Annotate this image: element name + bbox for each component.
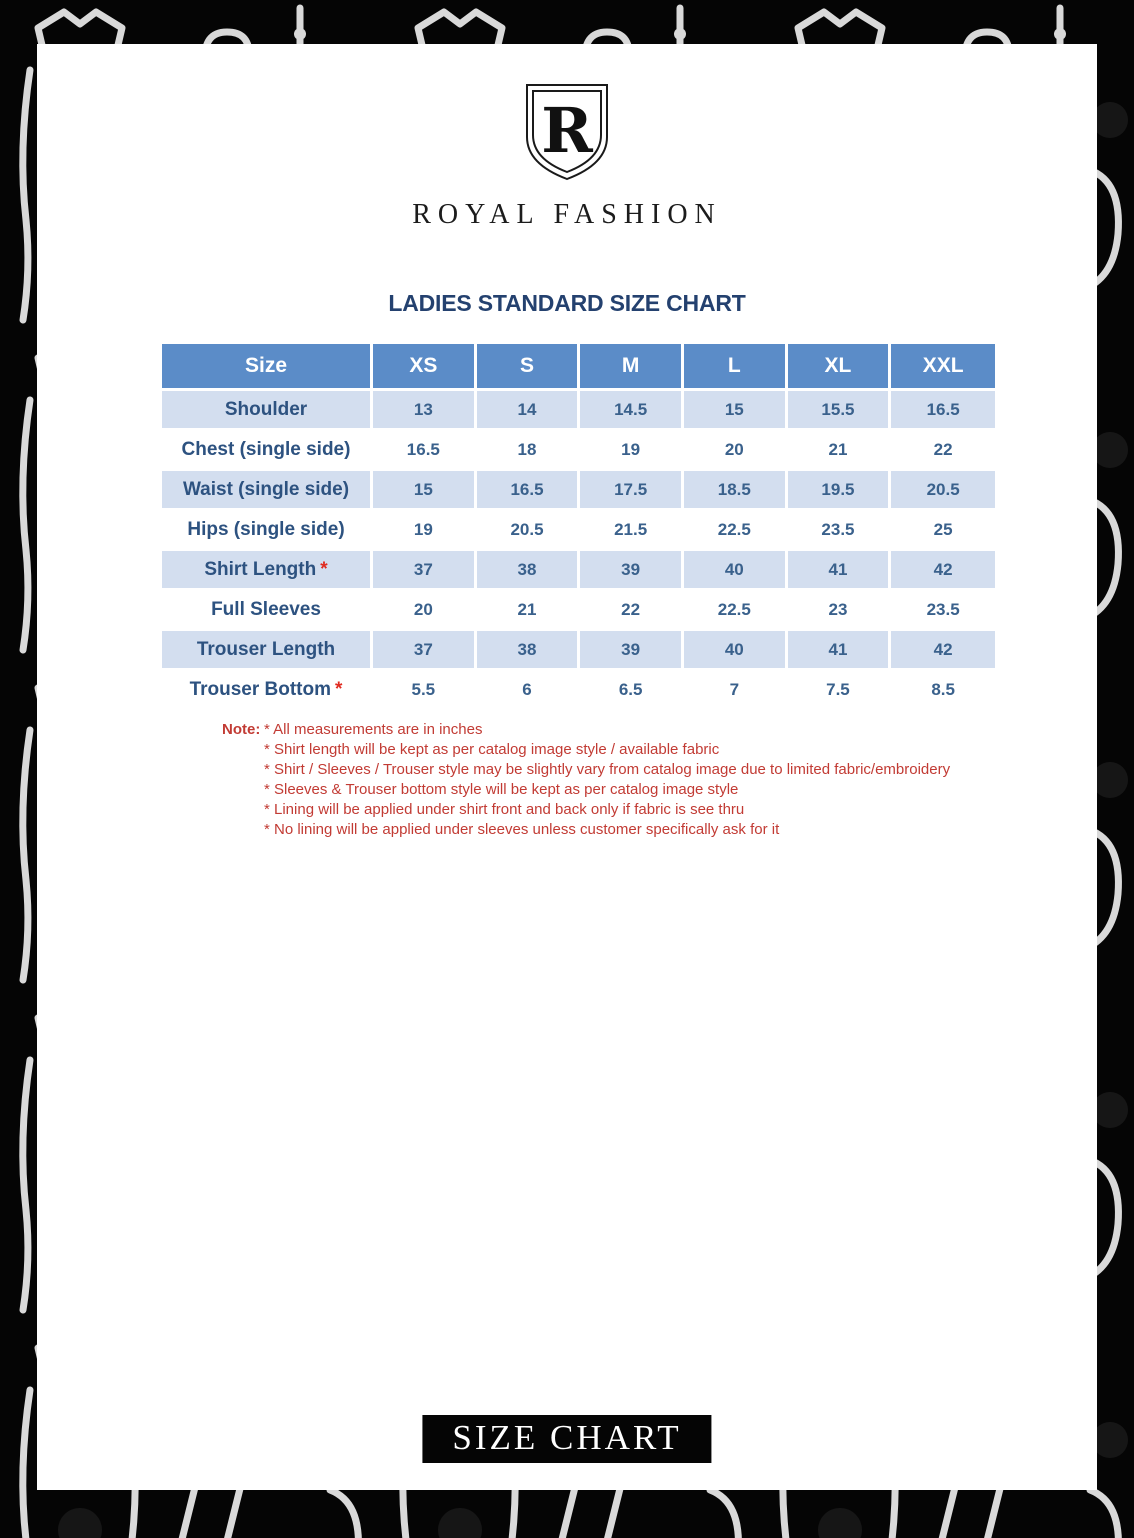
measurement-value: 41	[788, 548, 892, 588]
measurement-value: 20	[684, 428, 788, 468]
measurement-value: 42	[891, 548, 995, 588]
measurement-value: 19	[373, 508, 477, 548]
asterisk-marker: *	[320, 558, 328, 580]
measurement-value: 16.5	[891, 388, 995, 428]
table-row	[162, 428, 995, 468]
measurement-value: 8.5	[891, 668, 995, 708]
measurement-value: 19	[580, 428, 684, 468]
measurement-value: 20.5	[477, 508, 581, 548]
brand-name: ROYAL FASHION	[412, 199, 722, 230]
table-row	[162, 628, 995, 668]
measurement-value: 6.5	[580, 668, 684, 708]
measurement-value: 22.5	[684, 508, 788, 548]
measurement-value: 23.5	[891, 588, 995, 628]
column-header-size: Size	[162, 344, 373, 388]
table-row	[162, 388, 995, 428]
measurement-value: 19.5	[788, 468, 892, 508]
measurement-value: 15.5	[788, 388, 892, 428]
measurement-label: Chest (single side)	[162, 428, 373, 468]
column-header-xxl: XXL	[891, 344, 995, 388]
asterisk-marker: *	[335, 678, 343, 700]
measurement-value: 22	[891, 428, 995, 468]
column-header-m: M	[580, 344, 684, 388]
table-row	[162, 468, 995, 508]
measurement-value: 40	[684, 628, 788, 668]
table-row	[162, 548, 995, 588]
measurement-value: 17.5	[580, 468, 684, 508]
measurement-value: 18.5	[684, 468, 788, 508]
measurement-value: 22.5	[684, 588, 788, 628]
measurement-value: 18	[477, 428, 581, 468]
measurement-label: Waist (single side)	[162, 468, 373, 508]
measurement-value: 21.5	[580, 508, 684, 548]
size-chart-banner	[422, 1415, 711, 1463]
notes-list	[264, 720, 1052, 840]
column-header-s: S	[477, 344, 581, 388]
measurement-value: 5.5	[373, 668, 477, 708]
column-header-xl: XL	[788, 344, 892, 388]
measurement-label: Hips (single side)	[162, 508, 373, 548]
notes-section	[222, 720, 1052, 840]
note-item: * Shirt / Sleeves / Trouser style may be slightly vary from catalog image due to limited fabric/embroidery	[264, 761, 951, 778]
measurement-value: 15	[373, 468, 477, 508]
measurement-value: 42	[891, 628, 995, 668]
measurement-value: 20.5	[891, 468, 995, 508]
table-row	[162, 508, 995, 548]
measurement-value: 21	[477, 588, 581, 628]
note-item: * All measurements are in inches	[264, 721, 483, 738]
logo-letter: R	[541, 94, 593, 167]
column-header-l: L	[684, 344, 788, 388]
size-table	[162, 344, 995, 708]
measurement-value: 15	[684, 388, 788, 428]
note-label: Note:	[222, 721, 261, 738]
measurement-value: 41	[788, 628, 892, 668]
measurement-label: Shirt Length *	[162, 548, 373, 588]
royal-fashion-logo	[37, 82, 1097, 231]
note-item: * Lining will be applied under shirt front and back only if fabric is see thru	[264, 801, 745, 818]
measurement-label: Trouser Bottom *	[162, 668, 373, 708]
measurement-value: 25	[891, 508, 995, 548]
measurement-value: 16.5	[477, 468, 581, 508]
measurement-value: 23	[788, 588, 892, 628]
column-header-xs: XS	[373, 344, 477, 388]
measurement-label: Shoulder	[162, 388, 373, 428]
page-title: LADIES STANDARD SIZE CHART	[388, 290, 746, 316]
measurement-value: 38	[477, 548, 581, 588]
table-header-row	[162, 344, 995, 388]
measurement-value: 16.5	[373, 428, 477, 468]
measurement-value: 37	[373, 628, 477, 668]
shield-logo-icon	[522, 82, 612, 182]
measurement-value: 14.5	[580, 388, 684, 428]
table-row	[162, 588, 995, 628]
measurement-value: 37	[373, 548, 477, 588]
measurement-value: 14	[477, 388, 581, 428]
measurement-value: 21	[788, 428, 892, 468]
table-row	[162, 668, 995, 708]
measurement-label: Trouser Length	[162, 628, 373, 668]
measurement-value: 20	[373, 588, 477, 628]
measurement-value: 6	[477, 668, 581, 708]
size-chart-card	[37, 44, 1097, 1490]
measurement-value: 7.5	[788, 668, 892, 708]
measurement-value: 13	[373, 388, 477, 428]
measurement-value: 39	[580, 628, 684, 668]
measurement-value: 22	[580, 588, 684, 628]
measurement-value: 40	[684, 548, 788, 588]
measurement-label: Full Sleeves	[162, 588, 373, 628]
banner-text: SIZE CHART	[452, 1418, 682, 1457]
note-item: * No lining will be applied under sleeves unless customer specifically ask for it	[264, 821, 780, 838]
measurement-value: 23.5	[788, 508, 892, 548]
measurement-value: 39	[580, 548, 684, 588]
measurement-value: 38	[477, 628, 581, 668]
note-item: * Shirt length will be kept as per catalog image style / available fabric	[264, 741, 720, 758]
measurement-value: 7	[684, 668, 788, 708]
note-item: * Sleeves & Trouser bottom style will be kept as per catalog image style	[264, 781, 739, 798]
